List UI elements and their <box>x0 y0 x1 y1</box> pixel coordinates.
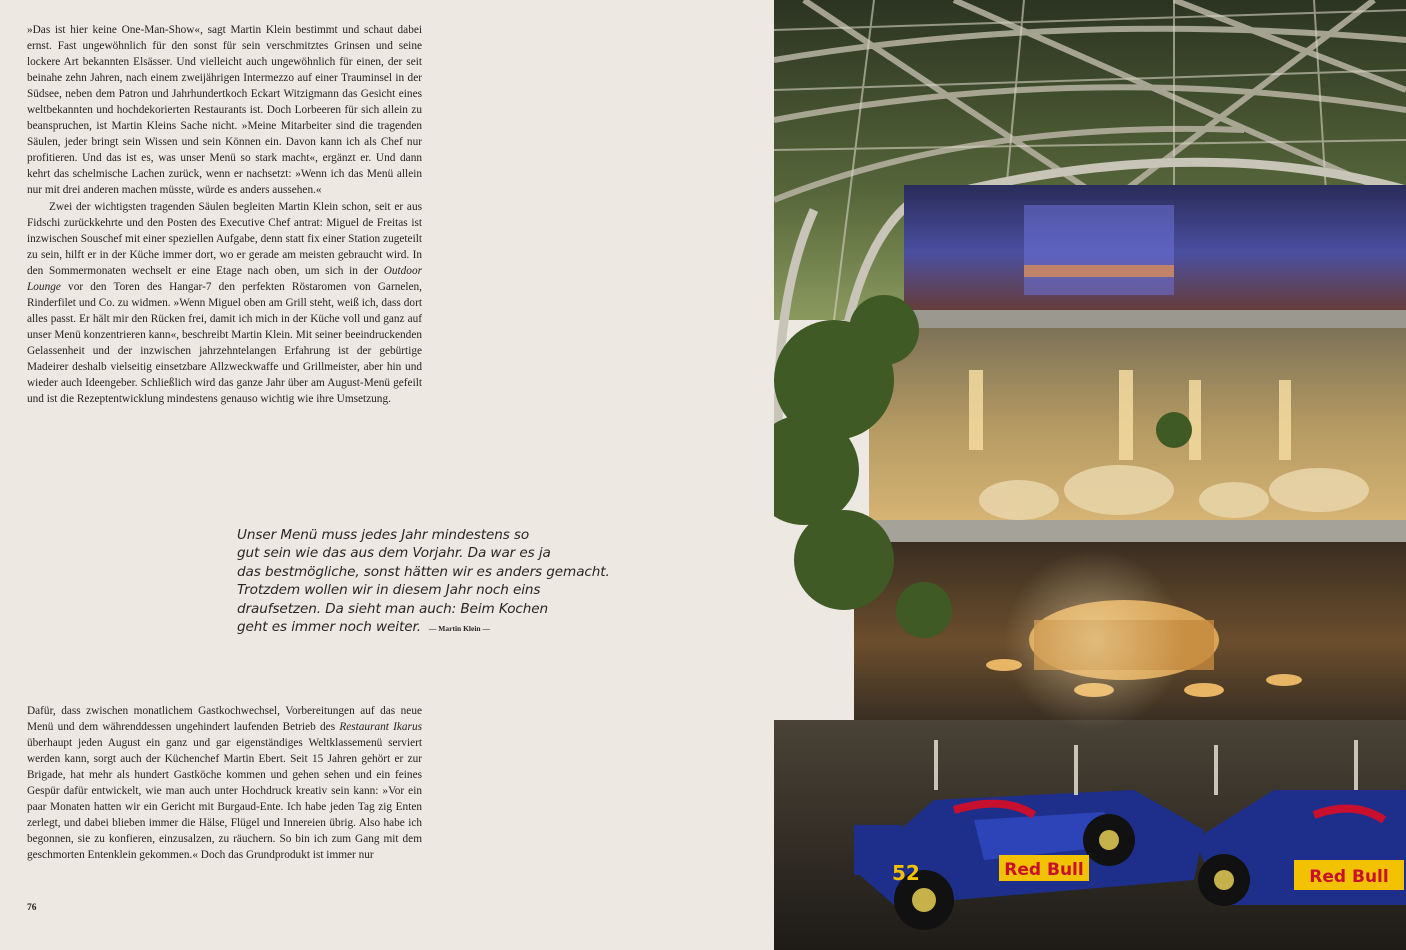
warm-glow <box>1004 550 1184 730</box>
paragraph-3-text-a: Dafür, dass zwischen monatlichem Gastkochwechsel, Vorbereitungen auf das neue Menü und dem währenddessen ungehindert laufenden Betrieb des <box>27 705 422 734</box>
pull-quote <box>237 526 637 638</box>
quote-attribution: — Martin Klein — <box>428 624 490 634</box>
article-paragraph-2 <box>27 199 422 408</box>
pull-quote-line: gut sein wie das aus dem Vorjahr. Da war es ja <box>237 545 551 562</box>
article-column-bottom <box>27 703 422 863</box>
outdoor-lounge-name: Outdoor Lounge <box>27 264 422 293</box>
car-livery-text: Red Bull <box>1004 860 1084 880</box>
paragraph-2-text-b: vor den Toren des Hangar-7 den perfekten Röstaromen von Garnelen, Rinderfilet und Co. zu widmen. »Wenn Miguel oben am Grill steht, weiß ich, dass dort alles passt. Er hält mir den Rücken frei, damit ich mich in der Küche voll und ganz auf unser Menü konzentrieren kann«, beschreibt Martin Klein. Mit seiner beeindruckenden Gelassenheit und der inzwischen jahrzehntelangen Erfahrung ist der gebürtige Madeirer deshalb vielseitig einsetzbare Allzweckwaffe und Grillmeister, aber hin und wieder auch Ideengeber. Schließlich wird das ganze Jahr über am August-Menü gefeilt und ist die Rezeptentwicklung mindestens genauso wichtig wie ihre Umsetzung. <box>27 280 422 406</box>
article-paragraph-1: »Das ist hier keine One-Man-Show«, sagt Martin Klein bestimmt und schaut dabei ernst. Fast ungewöhnlich für den sonst für sein verschmitztes Grinsen und seine lockere Art bekannten Elsässer. Und vielleicht auch ungewöhnlich für einen, der seit beinahe zehn Jahren, nach einem zweijährigen Intermezzo auf einer Trauminsel in der Südsee, neben dem Patron und Jahrhundertkoch Eckart Witzigmann das Gesicht eines weltbekannten und hochdekorierten Restaurants ist. Doch Lorbeeren für sich allein zu beanspruchen, ist Martin Kleins Sache nicht. »Meine Mitarbeiter sind die tragenden Säulen, jeder bringt sein Wissen und sein Können ein. Davon kann ich als Chef nur profitieren. Und das ist es, was unser Menü so stark macht«, ergänzt er. Und dann kehrt das schelmische Lachen zurück, wenn er nachsetzt: »Wenn ich das Menü allein nur mit drei anderen machen müsste, würde es anders aussehen.« <box>27 24 422 197</box>
pull-quote-last-line <box>237 618 637 638</box>
bar-back-light <box>1024 205 1174 295</box>
pull-quote-line: Trotzdem wollen wir in diesem Jahr noch eins <box>237 582 541 599</box>
pull-quote-line: draufsetzen. Da sieht man auch: Beim Kochen <box>237 600 549 617</box>
pull-quote-line: das bestmögliche, sonst hätten wir es anders gemacht. <box>237 563 610 580</box>
paragraph-3-text-b: überhaupt jeden August ein ganz und gar eigenständiges Weltklassemenü serviert werden kann, sorgt auch der Küchenchef Martin Ebert. Seit 15 Jahren gehört er zur Brigade, hat mehr als hundert Gastköche kommen und gehen sehen und ein feines Gespür dafür entwickelt, wie man auch unter Hochdruck kreativ sein kann: »Vor ein paar Monaten hatten wir ein Gericht mit Burgaud-Ente. Ich habe jeden Tag zig Enten zerlegt, und dabei blieben immer die Hälse, Flügel und Innereien übrig. Also habe ich begonnen, sie zu konfieren, einzusalzen, zu räuchern. So bin ich zum Gang mit dem geschmorten Entenklein gekommen.« Doch das Grundprodukt ist immer nur <box>27 737 422 862</box>
bar-counter <box>1024 265 1174 277</box>
page-number: 76 <box>27 903 37 913</box>
middle-balcony-rail <box>869 520 1406 542</box>
hangar-interior-illustration <box>774 0 1406 950</box>
pull-quote-line: Unser Menü muss jedes Jahr mindestens so <box>237 527 530 543</box>
restaurant-name: Restaurant Ikarus <box>339 721 422 734</box>
hangar-restaurant-photo <box>774 0 1406 950</box>
upper-balcony-rail <box>904 310 1406 328</box>
car-livery-text: Red Bull <box>1309 867 1389 887</box>
article-column-top <box>27 22 422 407</box>
article-paragraph-3 <box>27 703 422 863</box>
car-number: 52 <box>892 861 920 885</box>
paragraph-2-text-a: Zwei der wichtigsten tragenden Säulen begleiten Martin Klein schon, seit er aus Fidschi zurückkehrte und den Posten des Executive Chef antrat: Miguel de Freitas ist inzwischen Souschef mit einer speziellen Aufgabe, denn statt fix einer Station zugeteilt zu sein, hilft er in der Küche immer dort, wo er gerade am meisten gebraucht wird. In den Sommermonaten wechselt er eine Etage nach oben, um sich in der <box>27 200 422 277</box>
pull-quote-line: geht es immer noch weiter. <box>237 619 421 636</box>
